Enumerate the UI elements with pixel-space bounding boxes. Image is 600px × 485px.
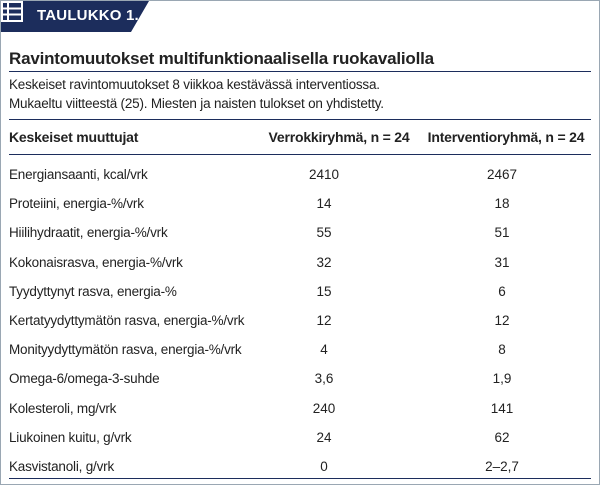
cell-intervention-value: 62 bbox=[494, 429, 510, 445]
cell-control-value: 14 bbox=[316, 196, 332, 212]
table-row bbox=[1, 459, 600, 485]
cell-control-value: 55 bbox=[316, 225, 332, 241]
table-row bbox=[1, 196, 600, 224]
cell-intervention-value: 12 bbox=[494, 313, 510, 328]
column-header-intervention-group: Interventioryhmä, n = 24 bbox=[427, 129, 585, 145]
title-divider bbox=[9, 71, 591, 72]
cell-variable: Kertatyydyttymätön rasva, energia-%/vrk bbox=[9, 313, 245, 328]
table-row bbox=[1, 342, 600, 370]
cell-variable: Energiansaanti, kcal/vrk bbox=[9, 167, 148, 182]
cell-intervention-value: 2467 bbox=[486, 167, 518, 182]
tab-label: TAULUKKO 1. bbox=[37, 7, 139, 24]
table-list-icon bbox=[1, 1, 23, 22]
table-row bbox=[1, 284, 600, 312]
cell-control-value: 240 bbox=[312, 400, 336, 416]
table-row bbox=[1, 371, 600, 399]
header-top-divider bbox=[9, 119, 591, 120]
cell-intervention-value: 141 bbox=[490, 400, 514, 416]
cell-intervention-value: 1,9 bbox=[492, 371, 512, 387]
cell-intervention-value: 31 bbox=[494, 254, 510, 270]
table-tab bbox=[1, 1, 149, 32]
cell-variable: Kolesteroli, mg/vrk bbox=[9, 400, 117, 416]
table-row bbox=[1, 430, 600, 458]
cell-control-value: 32 bbox=[316, 254, 332, 270]
table-row bbox=[1, 255, 600, 283]
table-row bbox=[1, 313, 600, 341]
cell-control-value: 0 bbox=[320, 459, 328, 474]
cell-intervention-value: 8 bbox=[498, 342, 506, 358]
cell-variable: Tyydyttynyt rasva, energia-% bbox=[9, 283, 177, 299]
table-subtitle-line-1: Keskeiset ravintomuutokset 8 viikkoa kestävässä interventiossa. bbox=[9, 77, 380, 92]
cell-variable: Hiilihydraatit, energia-%/vrk bbox=[9, 225, 168, 241]
cell-variable: Kasvistanoli, g/vrk bbox=[9, 459, 114, 474]
table-title: Ravintomuutokset multifunktionaalisella ruokavaliolla bbox=[9, 49, 434, 68]
cell-intervention-value: 51 bbox=[494, 225, 510, 241]
cell-variable: Kokonaisrasva, energia-%/vrk bbox=[9, 254, 183, 270]
cell-intervention-value: 6 bbox=[498, 283, 506, 299]
cell-variable: Liukoinen kuitu, g/vrk bbox=[9, 429, 132, 445]
table-row bbox=[1, 225, 600, 253]
column-header-variable: Keskeiset muuttujat bbox=[9, 129, 139, 145]
column-header-control-group: Verrokkiryhmä, n = 24 bbox=[268, 129, 410, 145]
cell-control-value: 12 bbox=[316, 313, 332, 328]
cell-intervention-value: 2–2,7 bbox=[485, 459, 519, 474]
table-row bbox=[1, 167, 600, 195]
table-subtitle-line-2: Mukaeltu viitteestä (25). Miesten ja naisten tulokset on yhdistetty. bbox=[9, 96, 384, 111]
cell-control-value: 3,6 bbox=[314, 371, 334, 387]
cell-control-value: 2410 bbox=[308, 167, 340, 182]
cell-control-value: 15 bbox=[316, 283, 332, 299]
table-bottom-divider bbox=[9, 478, 591, 479]
table-row bbox=[1, 401, 600, 429]
cell-intervention-value: 18 bbox=[494, 196, 510, 212]
cell-control-value: 24 bbox=[316, 429, 332, 445]
cell-variable: Omega-6/omega-3-suhde bbox=[9, 371, 160, 387]
cell-variable: Monityydyttymätön rasva, energia-%/vrk bbox=[9, 342, 242, 358]
cell-control-value: 4 bbox=[320, 342, 328, 358]
header-bottom-divider bbox=[9, 154, 591, 155]
cell-variable: Proteiini, energia-%/vrk bbox=[9, 196, 144, 212]
